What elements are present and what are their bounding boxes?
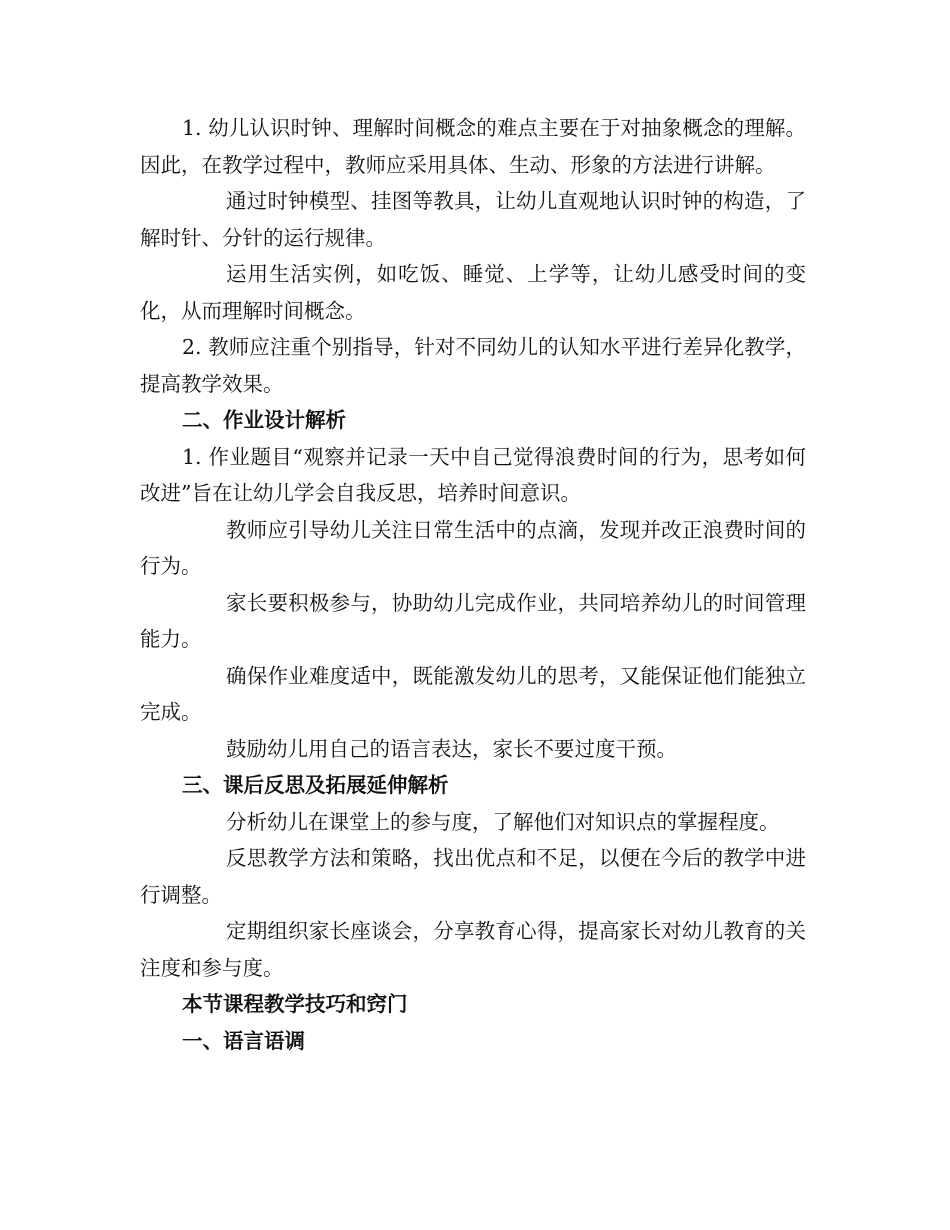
paragraph-life-examples: 运用生活实例，如吃饭、睡觉、上学等，让幼儿感受时间的变化，从而理解时间概念。 <box>140 262 806 323</box>
document-body <box>140 110 806 1059</box>
section-heading-reflection: 三、课后反思及拓展延伸解析 <box>182 773 449 797</box>
paragraph-difficulty-level: 确保作业难度适中，既能激发幼儿的思考，又能保证他们能独立完成。 <box>140 663 806 724</box>
paragraph-parent-participation: 家长要积极参与，协助幼儿完成作业，共同培养幼儿的时间管理能力。 <box>140 590 806 651</box>
paragraph-clock-model: 通过时钟模型、挂图等教具，让幼儿直观地认识时钟的构造，了解时针、分针的运行规律。 <box>140 189 806 250</box>
paragraph-parent-meeting: 定期组织家长座谈会，分享教育心得，提高家长对幼儿教育的关注度和参与度。 <box>140 919 806 980</box>
section-heading-homework: 二、作业设计解析 <box>182 408 346 432</box>
section-heading-teaching-tips: 本节课程教学技巧和窍门 <box>182 992 408 1016</box>
paragraph-method-reflection: 反思教学方法和策略，找出优点和不足，以便在今后的教学中进行调整。 <box>140 846 806 907</box>
section-heading-language-tone: 一、语言语调 <box>182 1028 305 1053</box>
paragraph-individual-guidance: 2. 教师应注重个别指导，针对不同幼儿的认知水平进行差异化教学，提高教学效果。 <box>140 335 806 396</box>
paragraph-difficulty-point-1: 1. 幼儿认识时钟、理解时间概念的难点主要在于对抽象概念的理解。因此，在教学过程中，教师应采用具体、生动、形象的方法进行讲解。 <box>140 116 806 177</box>
paragraph-homework-topic: 1. 作业题目“观察并记录一天中自己觉得浪费时间的行为，思考如何改进”旨在让幼儿学会自我反思，培养时间意识。 <box>140 444 806 505</box>
paragraph-own-language: 鼓励幼儿用自己的语言表达，家长不要过度干预。 <box>226 736 677 761</box>
paragraph-participation-analysis: 分析幼儿在课堂上的参与度，了解他们对知识点的掌握程度。 <box>226 809 780 834</box>
paragraph-teacher-guidance: 教师应引导幼儿关注日常生活中的点滴，发现并改正浪费时间的行为。 <box>140 517 806 578</box>
